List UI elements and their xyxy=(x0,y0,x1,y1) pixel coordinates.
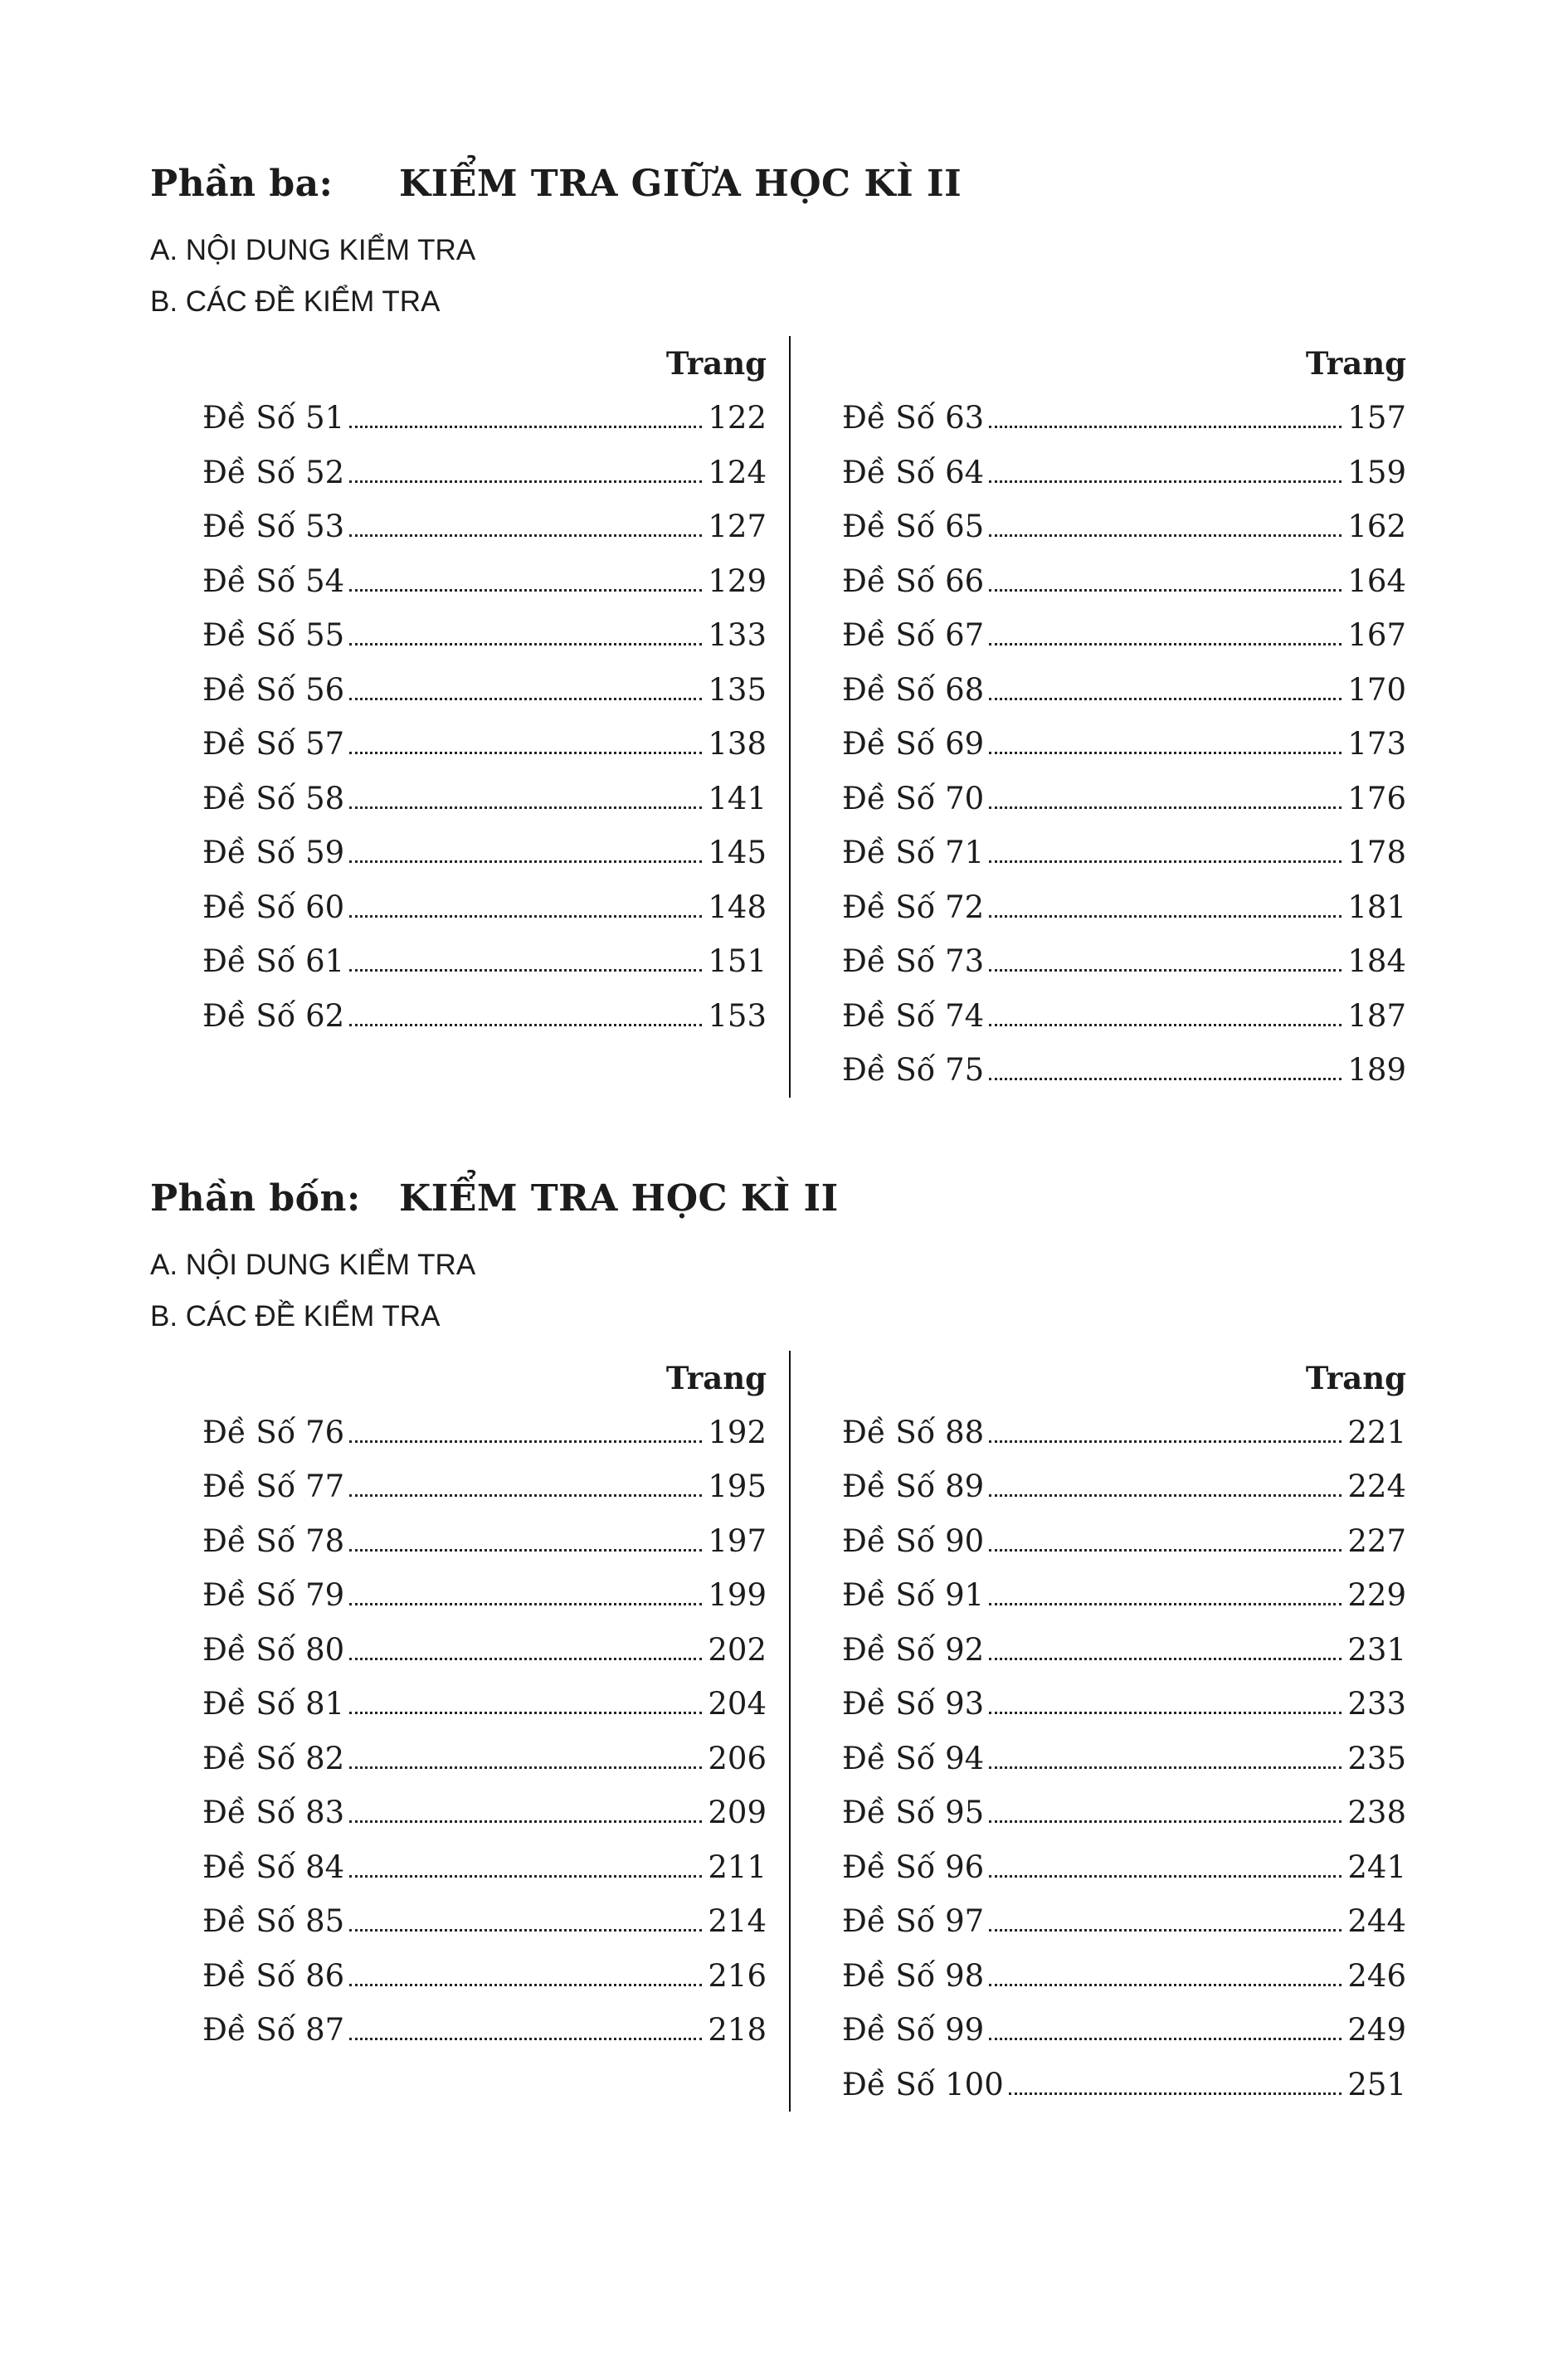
content-item-b: B. CÁC ĐỀ KIỂM TRA xyxy=(150,285,441,318)
entry-list xyxy=(202,1405,767,2058)
toc-entry-page: 204 xyxy=(708,1686,767,1722)
dot-leader xyxy=(349,698,702,700)
toc-entry-label: Đề Số 84 xyxy=(202,1849,345,1885)
section-title: KIỂM TRA GIỮA HỌC KÌ II xyxy=(399,163,962,205)
toc-entry xyxy=(842,1894,1406,1949)
toc-entry xyxy=(842,772,1406,826)
toc-entry xyxy=(202,1732,767,1786)
page-column-header: Trang xyxy=(665,345,767,382)
toc-entry-label: Đề Số 80 xyxy=(202,1631,345,1668)
toc-column-left xyxy=(202,1351,767,2112)
toc-entry-page: 241 xyxy=(1347,1849,1406,1885)
toc-entry-page: 211 xyxy=(708,1849,767,1885)
toc-entry-label: Đề Số 78 xyxy=(202,1522,345,1559)
toc-entry-page: 189 xyxy=(1347,1052,1406,1088)
toc-entry-label: Đề Số 64 xyxy=(842,454,985,490)
dot-leader xyxy=(989,806,1342,809)
toc-entry-label: Đề Số 86 xyxy=(202,1957,345,1994)
toc-entry-label: Đề Số 93 xyxy=(842,1686,985,1722)
dot-leader xyxy=(989,2038,1342,2040)
toc-entry xyxy=(842,1840,1406,1895)
toc-columns xyxy=(202,1351,1568,2112)
dot-leader xyxy=(349,860,702,863)
toc-entry-page: 218 xyxy=(708,2012,767,2048)
toc-columns xyxy=(202,336,1568,1098)
toc-entry-page: 192 xyxy=(708,1414,767,1450)
dot-leader xyxy=(989,643,1342,645)
toc-entry xyxy=(842,1514,1406,1569)
toc-entry-page: 141 xyxy=(708,780,767,816)
dot-leader xyxy=(349,426,702,428)
toc-entry xyxy=(842,1623,1406,1678)
toc-entry xyxy=(202,1894,767,1949)
toc-entry-page: 221 xyxy=(1347,1414,1406,1450)
dot-leader xyxy=(989,1929,1342,1932)
toc-entry-label: Đề Số 98 xyxy=(842,1957,985,1994)
dot-leader xyxy=(989,1766,1342,1769)
toc-entry xyxy=(842,391,1406,446)
dot-leader xyxy=(989,1440,1342,1443)
toc-entry-page: 173 xyxy=(1347,726,1406,762)
toc-entry xyxy=(202,499,767,554)
toc-entry xyxy=(842,1949,1406,2004)
page-column-header: Trang xyxy=(1305,345,1406,382)
dot-leader xyxy=(349,534,702,537)
dot-leader xyxy=(349,752,702,754)
toc-entry-label: Đề Số 82 xyxy=(202,1740,345,1776)
toc-entry-label: Đề Số 74 xyxy=(842,997,985,1034)
toc-entry xyxy=(202,934,767,989)
toc-entry-page: 202 xyxy=(708,1631,767,1668)
toc-column-left xyxy=(202,336,767,1098)
section-title: KIỂM TRA HỌC KÌ II xyxy=(399,1176,839,1220)
toc-entry-page: 151 xyxy=(708,943,767,979)
toc-entry-page: 159 xyxy=(1347,454,1406,490)
toc-entry-page: 238 xyxy=(1347,1795,1406,1830)
toc-entry xyxy=(842,826,1406,880)
toc-entry-page: 224 xyxy=(1347,1469,1406,1504)
toc-entry-page: 178 xyxy=(1347,835,1406,870)
toc-entry-page: 181 xyxy=(1347,889,1406,925)
page-column-header: Trang xyxy=(1305,1359,1406,1396)
toc-entry-label: Đề Số 95 xyxy=(842,1795,985,1830)
dot-leader xyxy=(989,589,1342,592)
toc-entry-page: 187 xyxy=(1347,997,1406,1034)
toc-entry-label: Đề Số 68 xyxy=(842,671,985,708)
toc-entry-page: 244 xyxy=(1347,1903,1406,1939)
toc-entry-label: Đề Số 81 xyxy=(202,1686,345,1722)
toc-entry-page: 167 xyxy=(1347,617,1406,653)
toc-entry-page: 227 xyxy=(1347,1522,1406,1559)
toc-entry-page: 229 xyxy=(1347,1577,1406,1613)
toc-entry-page: 249 xyxy=(1347,2012,1406,2048)
toc-entry xyxy=(202,826,767,880)
toc-entry-page: 235 xyxy=(1347,1740,1406,1776)
content-item-a: A. NỘI DUNG KIỂM TRA xyxy=(150,1248,476,1281)
toc-entry xyxy=(842,1405,1406,1460)
dot-leader xyxy=(349,969,702,972)
toc-entry-page: 157 xyxy=(1347,400,1406,436)
toc-entry-page: 195 xyxy=(708,1469,767,1504)
toc-entry-label: Đề Số 94 xyxy=(842,1740,985,1776)
toc-entry-label: Đề Số 79 xyxy=(202,1577,345,1613)
toc-entry xyxy=(842,608,1406,663)
toc-entry-label: Đề Số 61 xyxy=(202,943,345,979)
toc-entry xyxy=(842,1732,1406,1786)
toc-entry-label: Đề Số 67 xyxy=(842,617,985,653)
toc-entry xyxy=(202,554,767,609)
toc-entry xyxy=(842,2003,1406,2058)
dot-leader xyxy=(989,1658,1342,1660)
content-item-b: B. CÁC ĐỀ KIỂM TRA xyxy=(150,1299,441,1332)
toc-entry-page: 133 xyxy=(708,617,767,653)
toc-entry xyxy=(202,1949,767,2004)
toc-entry-page: 197 xyxy=(708,1522,767,1559)
dot-leader xyxy=(989,480,1342,483)
dot-leader xyxy=(349,480,702,483)
entry-list xyxy=(202,391,767,1043)
toc-entry xyxy=(202,772,767,826)
toc-entry-label: Đề Số 70 xyxy=(842,780,985,816)
toc-entry-label: Đề Số 92 xyxy=(842,1631,985,1668)
toc-entry-label: Đề Số 65 xyxy=(842,509,985,544)
dot-leader xyxy=(989,698,1342,700)
toc-entry-page: 162 xyxy=(1347,509,1406,544)
toc-entry-label: Đề Số 63 xyxy=(842,400,985,436)
dot-leader xyxy=(349,2038,702,2040)
toc-entry-page: 170 xyxy=(1347,671,1406,708)
toc-entry xyxy=(202,391,767,446)
toc-entry xyxy=(202,1623,767,1678)
toc-entry-page: 129 xyxy=(708,563,767,599)
dot-leader xyxy=(349,643,702,645)
toc-entry xyxy=(842,717,1406,772)
toc-entry-label: Đề Số 58 xyxy=(202,780,345,816)
dot-leader xyxy=(989,426,1342,428)
toc-entry-page: 122 xyxy=(708,400,767,436)
section-label: Phần bốn: xyxy=(150,1176,361,1220)
toc-entry xyxy=(842,1043,1406,1098)
toc-entry-page: 216 xyxy=(708,1957,767,1994)
toc-entry-label: Đề Số 72 xyxy=(842,889,985,925)
toc-entry xyxy=(202,1677,767,1732)
toc-entry-label: Đề Số 96 xyxy=(842,1849,985,1885)
toc-entry-page: 184 xyxy=(1347,943,1406,979)
dot-leader xyxy=(989,1712,1342,1714)
toc-entry-label: Đề Số 75 xyxy=(842,1052,985,1088)
toc-entry-label: Đề Số 99 xyxy=(842,2012,985,2048)
toc-entry-page: 209 xyxy=(708,1795,767,1830)
section-label: Phần ba: xyxy=(150,163,334,205)
dot-leader xyxy=(989,1875,1342,1878)
toc-entry-page: 246 xyxy=(1347,1957,1406,1994)
toc-entry-label: Đề Số 66 xyxy=(842,563,985,599)
toc-entry xyxy=(842,1459,1406,1514)
dot-leader xyxy=(989,969,1342,972)
toc-entry xyxy=(842,934,1406,989)
dot-leader xyxy=(989,860,1342,863)
dot-leader xyxy=(989,1603,1342,1605)
toc-entry-page: 199 xyxy=(708,1577,767,1613)
toc-entry-label: Đề Số 54 xyxy=(202,563,345,599)
page-column-header: Trang xyxy=(665,1359,767,1396)
toc-entry xyxy=(842,1677,1406,1732)
toc-entry xyxy=(202,1840,767,1895)
toc-entry-label: Đề Số 90 xyxy=(842,1522,985,1559)
toc-entry-label: Đề Số 76 xyxy=(202,1414,345,1450)
toc-entry xyxy=(202,717,767,772)
toc-entry-label: Đề Số 87 xyxy=(202,2012,345,2048)
dot-leader xyxy=(349,1603,702,1605)
toc-entry xyxy=(202,1459,767,1514)
toc-entry-label: Đề Số 51 xyxy=(202,400,345,436)
toc-entry-label: Đề Số 62 xyxy=(202,997,345,1034)
dot-leader xyxy=(989,1549,1342,1552)
section-part-three xyxy=(150,163,1568,1098)
toc-entry-label: Đề Số 85 xyxy=(202,1903,345,1939)
dot-leader xyxy=(349,1929,702,1932)
toc-entry-page: 153 xyxy=(708,997,767,1034)
toc-entry-label: Đề Số 73 xyxy=(842,943,985,979)
toc-entry-page: 145 xyxy=(708,835,767,870)
toc-entry xyxy=(202,608,767,663)
section-heading xyxy=(150,163,1568,205)
toc-entry-page: 231 xyxy=(1347,1631,1406,1668)
toc-entry xyxy=(202,663,767,718)
toc-entry-label: Đề Số 89 xyxy=(842,1469,985,1504)
content-item-a: A. NỘI DUNG KIỂM TRA xyxy=(150,234,476,266)
dot-leader xyxy=(349,1984,702,1986)
toc-entry xyxy=(842,989,1406,1044)
toc-entry-page: 176 xyxy=(1347,780,1406,816)
toc-entry-label: Đề Số 52 xyxy=(202,454,345,490)
toc-entry xyxy=(842,880,1406,935)
section-part-four xyxy=(150,1177,1568,2112)
dot-leader xyxy=(349,589,702,592)
entry-list xyxy=(842,1405,1406,2112)
toc-entry xyxy=(842,1568,1406,1623)
toc-entry xyxy=(202,1785,767,1840)
dot-leader xyxy=(989,1078,1342,1080)
dot-leader xyxy=(349,1658,702,1660)
toc-entry xyxy=(202,1405,767,1460)
toc-entry-label: Đề Số 69 xyxy=(842,726,985,762)
toc-entry xyxy=(842,554,1406,609)
dot-leader xyxy=(349,1440,702,1443)
toc-entry xyxy=(202,2003,767,2058)
toc-entry-page: 206 xyxy=(708,1740,767,1776)
section-heading xyxy=(150,1177,1568,1220)
dot-leader xyxy=(989,1494,1342,1497)
toc-entry xyxy=(842,499,1406,554)
toc-entry-label: Đề Số 55 xyxy=(202,617,345,653)
toc-entry-page: 164 xyxy=(1347,563,1406,599)
toc-entry-label: Đề Số 60 xyxy=(202,889,345,925)
dot-leader xyxy=(349,915,702,918)
toc-entry-label: Đề Số 57 xyxy=(202,726,345,762)
entry-list xyxy=(842,391,1406,1098)
toc-entry-page: 124 xyxy=(708,454,767,490)
toc-entry xyxy=(842,2058,1406,2112)
toc-entry xyxy=(202,989,767,1044)
dot-leader xyxy=(349,1494,702,1497)
toc-entry-label: Đề Số 83 xyxy=(202,1795,345,1830)
toc-entry xyxy=(202,1568,767,1623)
toc-entry-label: Đề Số 100 xyxy=(842,2066,1004,2102)
toc-entry-label: Đề Số 97 xyxy=(842,1903,985,1939)
toc-entry xyxy=(202,880,767,935)
dot-leader xyxy=(989,534,1342,537)
toc-entry-label: Đề Số 59 xyxy=(202,835,345,870)
toc-entry-label: Đề Số 71 xyxy=(842,835,985,870)
toc-entry xyxy=(842,446,1406,500)
dot-leader xyxy=(349,1766,702,1769)
dot-leader xyxy=(989,1024,1342,1026)
toc-column-right xyxy=(789,1351,1406,2112)
toc-entry-label: Đề Số 77 xyxy=(202,1469,345,1504)
dot-leader xyxy=(1009,2092,1342,2095)
dot-leader xyxy=(349,1712,702,1714)
toc-entry xyxy=(842,1785,1406,1840)
toc-entry-page: 148 xyxy=(708,889,767,925)
dot-leader xyxy=(349,1820,702,1823)
dot-leader xyxy=(989,1820,1342,1823)
dot-leader xyxy=(349,1024,702,1026)
toc-entry-label: Đề Số 88 xyxy=(842,1414,985,1450)
dot-leader xyxy=(989,1984,1342,1986)
dot-leader xyxy=(349,1549,702,1552)
toc-entry-page: 127 xyxy=(708,509,767,544)
toc-entry-page: 138 xyxy=(708,726,767,762)
toc-entry xyxy=(202,446,767,500)
toc-entry xyxy=(842,663,1406,718)
toc-entry xyxy=(202,1514,767,1569)
dot-leader xyxy=(989,752,1342,754)
toc-entry-label: Đề Số 56 xyxy=(202,671,345,708)
toc-entry-page: 214 xyxy=(708,1903,767,1939)
dot-leader xyxy=(349,1875,702,1878)
toc-entry-label: Đề Số 91 xyxy=(842,1577,985,1613)
toc-column-right xyxy=(789,336,1406,1098)
dot-leader xyxy=(989,915,1342,918)
toc-entry-page: 135 xyxy=(708,671,767,708)
toc-entry-label: Đề Số 53 xyxy=(202,509,345,544)
toc-entry-page: 233 xyxy=(1347,1686,1406,1722)
toc-entry-page: 251 xyxy=(1347,2066,1406,2102)
dot-leader xyxy=(349,806,702,809)
